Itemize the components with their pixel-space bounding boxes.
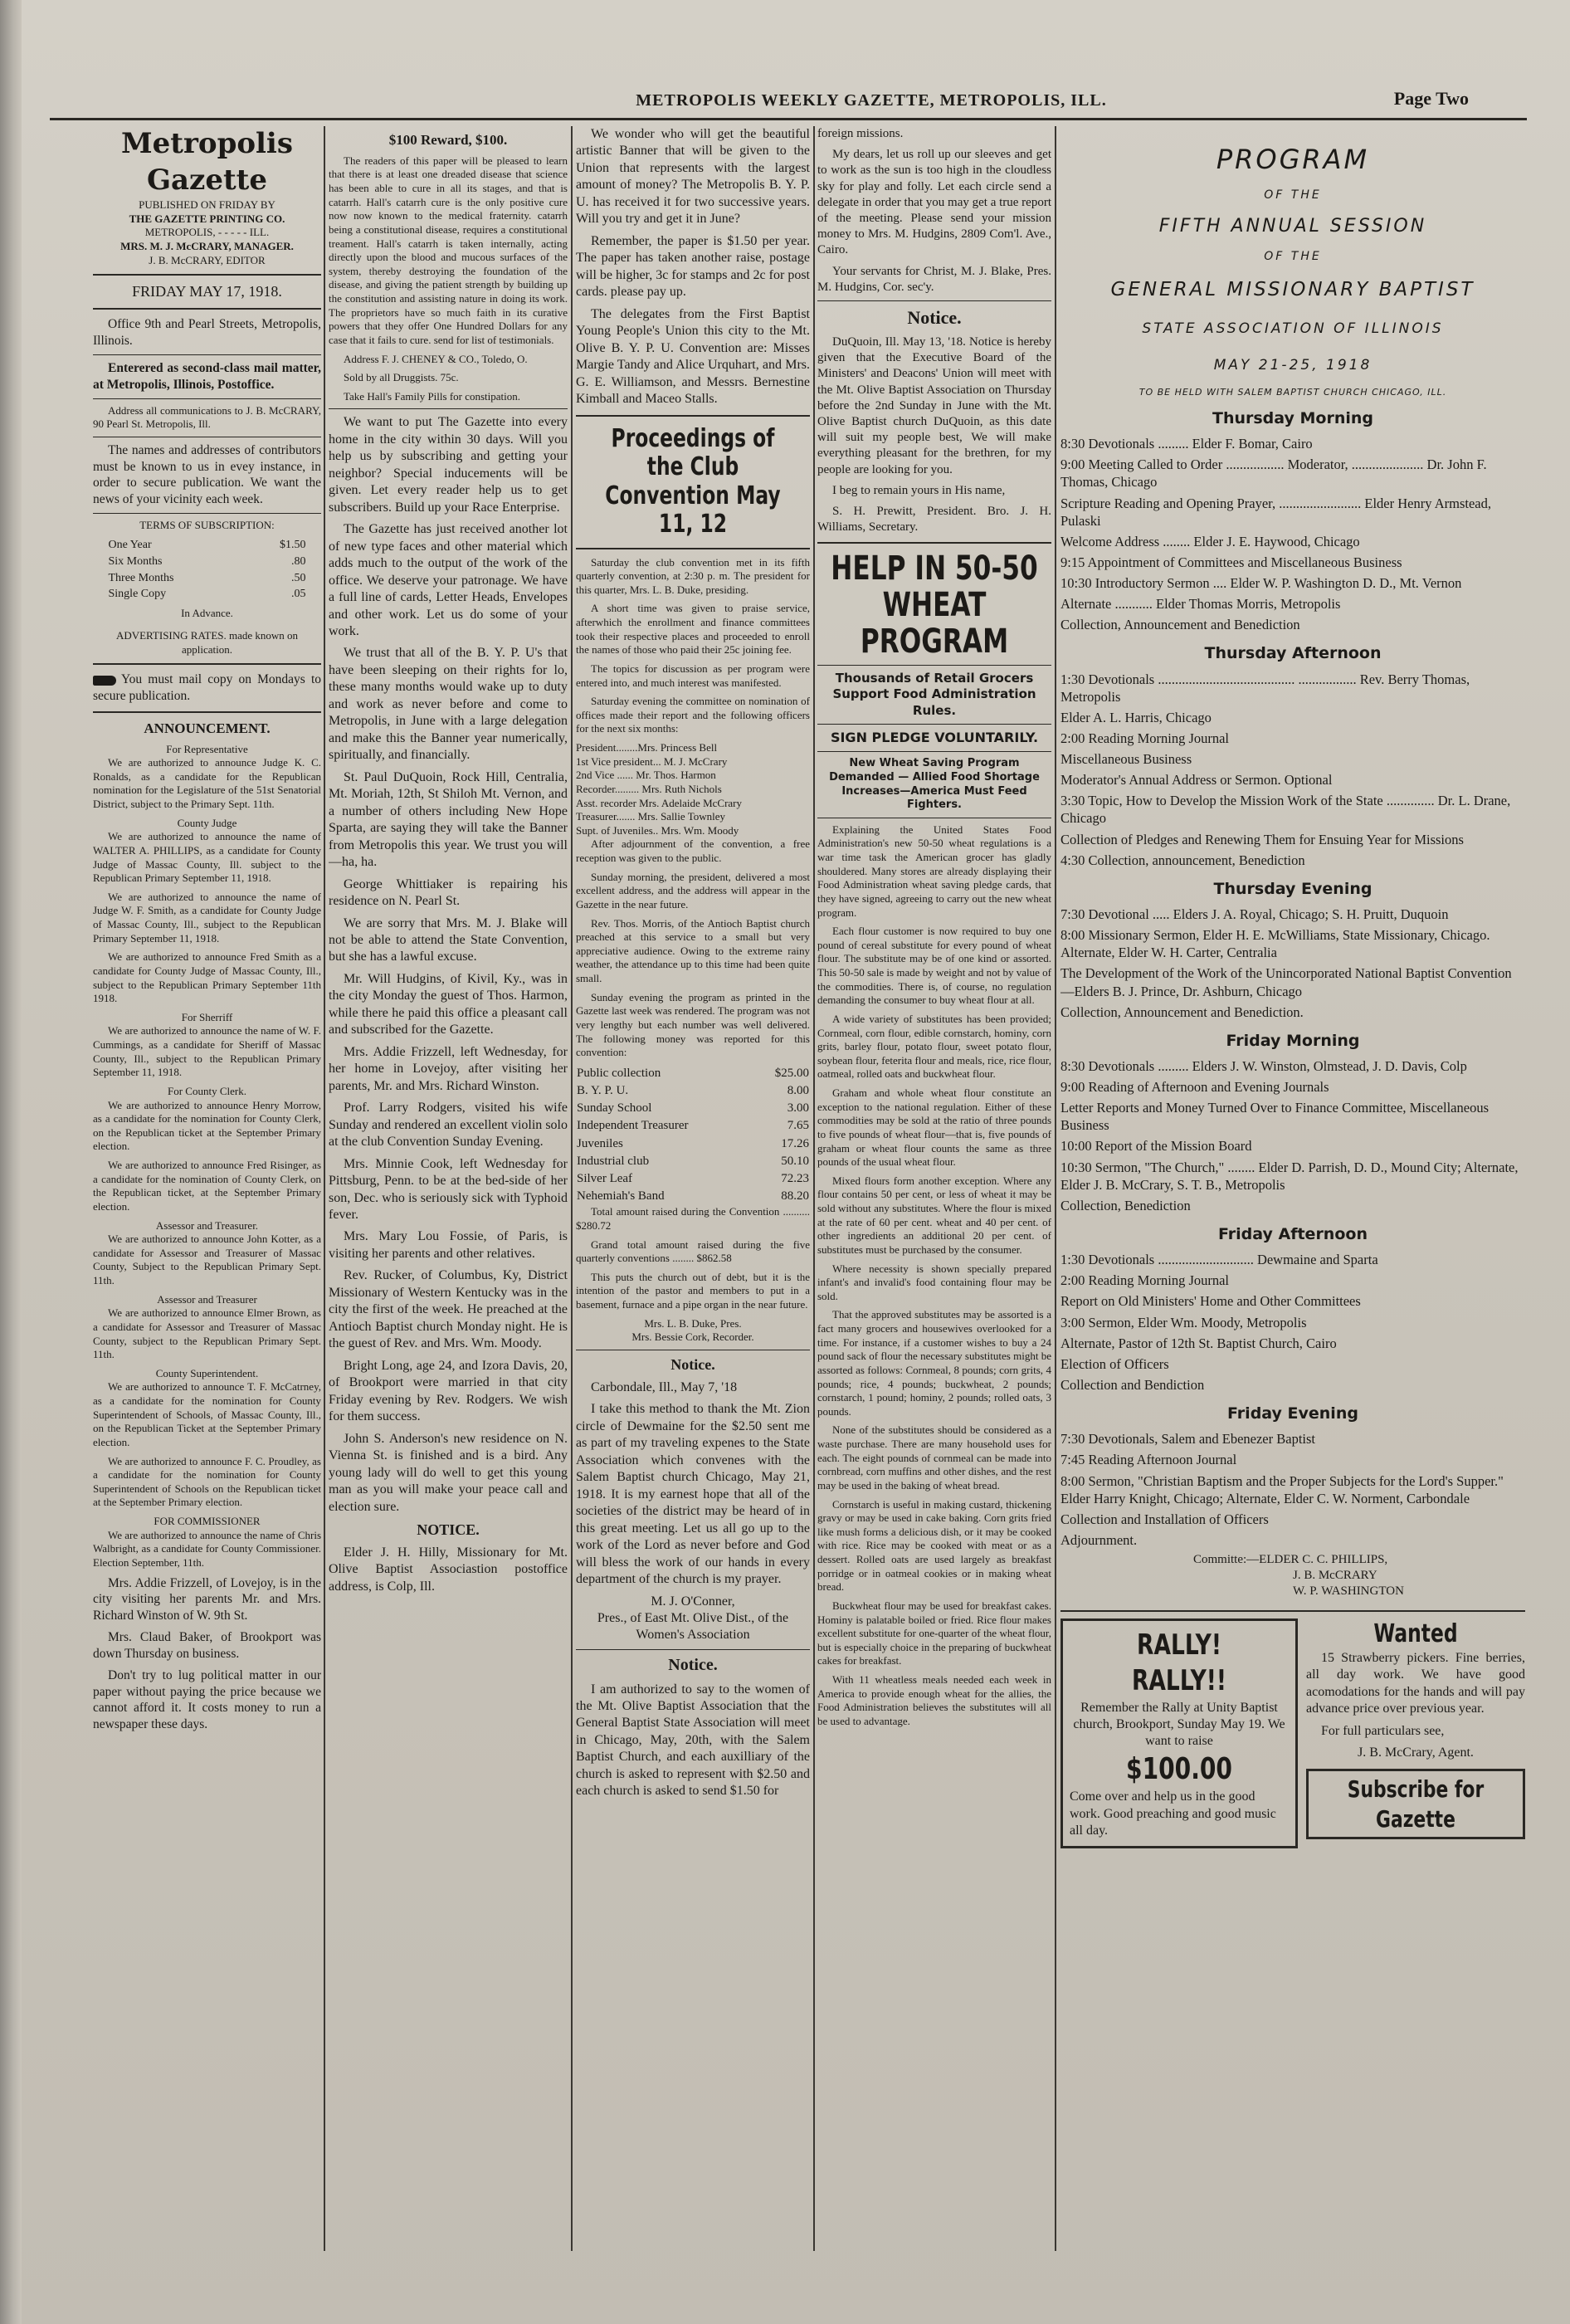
program-section: [1060, 1404, 1525, 1549]
club-paragraph: Saturday evening the committee on nomination of offices made their report and the following officers for the next six months:: [576, 695, 810, 735]
rally-title: RALLY! RALLY!!: [1131, 1628, 1227, 1698]
money-total: Total amount raised during the Convention .......... $280.72: [576, 1205, 810, 1232]
money-row: Nehemiah's Band 88.20: [577, 1189, 809, 1204]
committee-line: J. B. McCRARY: [1293, 1569, 1377, 1583]
program-item: Collection, Announcement and Benediction.: [1060, 1003, 1304, 1020]
section-head: Friday Evening: [1227, 1404, 1358, 1423]
wheat-paragraph: Where necessity is shown specially prepared infant's and invalid's food containing flour may be sold.: [817, 1262, 1051, 1302]
program-section: [1060, 643, 1525, 868]
program-item: Election of Officers: [1060, 1355, 1169, 1372]
news-paragraph: We trust that all of the B. Y. P. U's that have been sleeping on their rights for lo, these many months would wake up to duty and work as never before and come to Metropolis, in June with a large delegation and make this the Banner year numerically, spiritually, and financially.: [329, 646, 568, 763]
notice-title: Notice.: [907, 306, 962, 328]
news-paragraph: St. Paul DuQuoin, Rock Hill, Centralia, Mt. Moriah, 12th, St Shiloh Mt. Vernon, and a number of others including New Hope Sparta, are saying they will take the Banner from Metropolis this year. We trust you will—ha, ha.: [329, 769, 568, 870]
news-paragraph: We want to put The Gazette into every home in the city within 30 days. Will you help us by subscribing and getting your neighbor? Special inducements will be given. Let every reader help us to get subscribers. Build up your Race Enterprise.: [329, 415, 568, 515]
intro-signature: Your servants for Christ, M. J. Blake, Pres. M. Hudgins, Cor. sec'y.: [817, 264, 1051, 294]
notice-dateline: Carbondale, Ill., May 7, '18: [591, 1379, 738, 1394]
club-paragraph: The topics for discussion as per program were entered into, and much interest was manifested.: [576, 662, 810, 689]
address-note: Address all communications to J. B. McCRARY, 90 Pearl St. Metropolis, Ill.: [93, 403, 321, 431]
notice-signature: Pres., of East Mt. Olive Dist., of the Women's Association: [597, 1611, 789, 1643]
program-date: MAY 21-25, 1918: [1213, 357, 1373, 374]
column-rule: [813, 126, 815, 2251]
column-rule: [324, 126, 325, 2251]
program-item: Collection and Bendiction: [1060, 1376, 1205, 1393]
terms-title: TERMS OF SUBSCRIPTION:: [139, 519, 275, 532]
news-paragraph: My dears, let us roll up our sleeves and get to work as the sun is too high in the cloudless sky for play and folly. Let each circle send a delegate in order that you may get a true report of the meeting. Please send your mission money to Mrs. M. Hudgins, 2809 Com'l. Ave., Cairo.: [817, 148, 1051, 257]
notice-text: I take this method to thank the Mt. Zion circle of Dewmaine for the $2.50 sent me as part of my traveling expenes to the State Association which convenes with the Salem Baptist church Chicago, May 21, 1918. It is my earnest hope that all of the societies of the district may be heard of in this great meeting. Let us all go up to the work of the Lord as never before and God will bless the work of our hands in every department of the church is my prayer.: [576, 1402, 810, 1587]
news-paragraph: The delegates from the First Baptist Young People's Union this city to the Mt. Olive B. Y. P. U. Convention are: Misses Margie Tandy and Alice Urquhart, and Mrs. G. E. Williamson, and Messrs. Bernestine Kimball and Maceo Stalls.: [576, 306, 810, 407]
announcement-head: Assessor and Treasurer.: [155, 1218, 259, 1232]
program-item: Moderator's Annual Address or Sermon. Optional: [1060, 772, 1333, 788]
club-signature: Mrs. Bessie Cork, Recorder.: [631, 1330, 754, 1344]
mail-copy-note: You must mail copy on Mondays to secure publication.: [93, 672, 321, 704]
wheat-pledge: SIGN PLEDGE VOLUNTARILY.: [830, 729, 1039, 745]
news-paragraph: Bright Long, age 24, and Izora Davis, 20, of Brookport were married in that city Friday evening by Rev. Rodgers. We wish for them success.: [329, 1358, 568, 1424]
rally-text: Remember the Rally at Unity Baptist church, Brookport, Sunday May 19. We want to raise: [1073, 1700, 1285, 1749]
announcement-text: We are authorized to announce Fred Risinger, as a candidate for the nomination of County Clerk, on the Republican ticket, at the September Primary election.: [93, 1159, 321, 1213]
notice-signature: S. H. Prewitt, President. Bro. J. H. Williams, Secretary.: [817, 504, 1051, 535]
local-item: Mrs. Addie Frizzell, of Lovejoy, is in the city visiting her parents Mr. and Mrs. Richard Winston of W. 9th St.: [93, 1575, 321, 1623]
money-row: Independent Treasurer 7.65: [577, 1119, 809, 1133]
announcement-text: We are authorized to announce the name of WALTER A. PHILLIPS, as a candidate for County Judge of Massac County, Ill. subject to the Republican Primary September 11, 1918.: [93, 830, 321, 885]
program-session: FIFTH ANNUAL SESSION: [1158, 215, 1427, 237]
announcement-head: For Sherriff: [181, 1010, 233, 1023]
program-item: 3:30 Topic, How to Develop the Mission Work of the State .............. Dr. L. Drane, Chicago: [1060, 793, 1511, 827]
news-paragraph: John S. Anderson's new residence on N. Vienna St. is finished and is a bird. Any young lady will do well to get this young man as you will make your peace call and election sure.: [329, 1431, 568, 1514]
column-3: [576, 126, 810, 2251]
wheat-paragraph: None of the substitutes should be considered as a waste purchase. There are many household uses for each. The eight pounds of cornmeal can be made into cornbread, corn muffins and other dishes, and the rest may be used in the baking of wheat bread.: [817, 1423, 1051, 1492]
announcement-text: We are authorized to announce Henry Morrow, as a candidate for the nomination for County Clerk, on the Republican ticket at the September Primary election.: [93, 1098, 321, 1153]
ads-row: [1060, 1618, 1525, 1849]
program-item: 9:15 Appointment of Committees and Miscellaneous Business: [1060, 554, 1402, 570]
program-item: Report on Old Ministers' Home and Other Committees: [1060, 1293, 1361, 1310]
wheat-paragraph: With 11 wheatless meals needed each week in America to provide enough wheat for the allies, the Food Administration believes the substitutes will all be used to advantage.: [817, 1673, 1051, 1727]
club-paragraph: Sunday morning, the president, delivered a most excellent address, and the address will appear in the Gazette in the near future.: [576, 870, 810, 911]
wheat-paragraph: A wide variety of substitutes has been provided; Cornmeal, corn flour, edible cornstarch, hominy, corn grits, barley flour, potato flour, sweet potato flour, soybean flour, feterita flour and meals, rice, rice flour, oatmeal, rolled oats and buckwheat flour.: [817, 1012, 1051, 1081]
program-item: Elder A. L. Harris, Chicago: [1060, 709, 1212, 725]
editor-line: J. B. McCRARY, EDITOR: [149, 253, 266, 266]
terms-note: In Advance.: [181, 607, 233, 620]
program-item: 10:00 Report of the Mission Board: [1060, 1138, 1252, 1155]
wanted-text2: For full particulars see,: [1321, 1723, 1445, 1738]
committee-line: W. P. WASHINGTON: [1293, 1584, 1404, 1599]
reward-address: Address F. J. CHENEY & CO., Toledo, O.: [344, 352, 528, 365]
wheat-deck: New Wheat Saving Program Demanded — Allied Food Shortage Increases—America Must Feed Fighters.: [829, 757, 1040, 812]
money-row: Public collection $25.00: [577, 1066, 809, 1080]
program-section: [1060, 408, 1525, 633]
news-paragraph: Remember, the paper is $1.50 per year. The paper has taken another raise, postage will be higher, 3c for stamps and 2c for post cards. please pay up.: [576, 233, 810, 300]
wanted-signature: J. B. McCrary, Agent.: [1358, 1745, 1474, 1760]
wheat-paragraph: That the approved substitutes may be assorted is a fact many grocers and housewives overlooked for a time. For instance, if a customer wishes to buy a 24 pound sack of flour the necessary substitutes might be assorted as follows: Cornmeal, 8 pounds; corn grits, 4 pounds; rice, 4 pounds; buckwheat, 2 pounds; cornstarch, 1 pound; hominy, 2 pounds; rolled oats, 3 pounds.: [817, 1308, 1051, 1418]
announcement-head: For County Clerk.: [168, 1084, 246, 1097]
program-item: 9:00 Meeting Called to Order ................. Moderator, ..................... Dr. John F. Thomas, Chicago: [1060, 456, 1487, 491]
program-association: GENERAL MISSIONARY BAPTIST: [1110, 278, 1475, 300]
program-of: OF THE: [1264, 188, 1322, 202]
officer-line: Treasurer....... Mrs. Sallie Townley: [576, 810, 725, 823]
money-grand-total: Grand total amount raised during the five quarterly conventions ........ $862.58: [576, 1238, 810, 1265]
contributors-note: The names and addresses of contributors must be known to us in evey instance, in order to secure publication. We want the news of your vicinity each week.: [93, 442, 321, 507]
program-item: The Development of the Work of the Unincorporated National Baptist Convention—Elders B. J. Prince, Dr. Ashburn, Chicago: [1060, 965, 1512, 999]
column-1: [93, 126, 321, 2251]
announcement-text: We are authorized to announce T. F. McCatrney, as a candidate for the nomination for County Superintendent of Schools, of Massac County, Ill., on the Republican Ticket at the September Primary election.: [93, 1380, 321, 1448]
announcement-head: Assessor and Treasurer: [157, 1292, 257, 1306]
program-item: 2:00 Reading Morning Journal: [1060, 730, 1230, 746]
officer-line: Asst. recorder Mrs. Adelaide McCrary: [576, 796, 742, 809]
reward-text: The readers of this paper will be pleased to learn that there is at least one dreaded disease that science has been able to cure in all its stages, and that is catarrh. Hall's catarrh cure is the only positive cure now now known to the medical fraternity. catarrh being a constitutional disease, requires a constitutional treament. Hall's catarrh is taken internally, acting directly upon the blood and mucous surfaces of the system, thereby destroying the foundation of the disease, and giving the patient strength by building up the constitution and assisting nature in doing its work. The proprietors have so much faith in its curative powers that they offer One Hundred Dollars for any case that it fails to cure. send for list of testimonials.: [329, 154, 568, 346]
news-paragraph: The Gazette has just received another lot of new type faces and other material which adds much to the output of the work of the office. We deserve your patronage. We have a full line of cards, Letter Heads, Envelopes and other work. Let us do some of your work.: [329, 522, 568, 638]
announcement-head: FOR COMMISSIONER: [154, 1515, 261, 1528]
club-headline: Proceedings of the Club Convention May 11, 12: [605, 423, 781, 539]
section-head: Friday Afternoon: [1218, 1224, 1368, 1243]
club-paragraph: After adjournment of the convention, a free reception was given to the public.: [576, 837, 810, 864]
club-paragraph: Rev. Thos. Morris, of the Antioch Baptist church preached at this service to a small but very appreciative audience. Owing to the extreme rainy weather, the attendance up to this time had been quite small.: [576, 916, 810, 984]
announcement-head: County Superintendent.: [155, 1366, 259, 1379]
page-masthead: [50, 83, 1527, 120]
rally-ad: [1060, 1618, 1298, 1849]
news-paragraph: Mrs. Minnie Cook, left Wednesday for Pittsburg, Penn. to be at the bed-side of her son, Dec. who is seriously sick with Typhoid fever.: [329, 1156, 568, 1222]
program-item: 4:30 Collection, announcement, Benediction: [1060, 852, 1305, 868]
announcement-text: We are authorized to announce F. C. Proudley, as a candidate for the nomination for County Superintendent of Schools on the Republican ticket at the September Primary election.: [93, 1454, 321, 1509]
wheat-headline: HELP IN 50-50 WHEAT PROGRAM: [831, 549, 1038, 662]
money-table: [576, 1065, 810, 1206]
program-item: Welcome Address ........ Elder J. E. Haywood, Chicago: [1060, 533, 1360, 549]
issue-date: FRIDAY MAY 17, 1918.: [132, 283, 282, 300]
notice-text: DuQuoin, Ill. May 13, '18. Notice is hereby given that the Executive Board of the Ministers' and Deacons' Union will meet with the Mt. Olive Baptist Association on Thursday before the 2nd Sunday in June with the Mt. Olive Baptist church DuQuoin, as this date will suit my people best, We will make everything pleasant for the brethren, for my people are looking for you.: [817, 335, 1051, 476]
entered-notice: Enterered as second-class mail matter, at Metropolis, Illinois, Postoffice.: [93, 360, 321, 392]
program-item: 9:00 Reading of Afternoon and Evening Journals: [1060, 1079, 1329, 1096]
announcement-head: County Judge: [177, 816, 237, 829]
officer-line: Supt. of Juveniles.. Mrs. Wm. Moody: [576, 823, 739, 837]
wheat-paragraph: Buckwheat flour may be used for breakfast cakes. Hominy is palatable boiled or fried. Rice flour makes excellent substitute for one-quarter of the wheat flour, but is especially choice in the preparing of buckwheat cakes for breakfast.: [817, 1599, 1051, 1667]
officer-line: 2nd Vice ...... Mr. Thos. Harmon: [576, 769, 716, 782]
club-paragraph: A short time was given to praise service, afterwhich the enrollment and finance committees took their respective places and proceeded to enroll the names of those who paid their 25c joining fee.: [576, 602, 810, 657]
notice-title: Notice.: [670, 1355, 715, 1373]
reward-sold: Sold by all Druggists. 75c.: [344, 371, 459, 384]
news-paragraph: Rev. Rucker, of Columbus, Ky, District Missionary of Western Kentucky was in the city the first of the week. He preached at the Antioch Baptist church Monday night. He is the guest of Rev. and Mrs. Wm. Moody.: [329, 1268, 568, 1351]
announcement-head: For Representative: [166, 742, 248, 755]
program-section: [1060, 879, 1525, 1021]
club-paragraph: Sunday evening the program as printed in the Gazette last week was rendered. The program was not very lengthy but each number was well delivered. The following money was reported for this convention:: [576, 990, 810, 1059]
wheat-paragraph: Explaining the United States Food Administration's new 50-50 wheat regulations is a war time task the American grocer has gladly shouldered. Many stores are already displaying their Food Administration wheat saving pledge cards, that they have signed, agreeing to carry out the new wheat program.: [817, 823, 1051, 919]
section-head: Thursday Afternoon: [1204, 644, 1382, 663]
terms-table: [107, 536, 308, 604]
money-row: Sunday School 3.00: [577, 1101, 809, 1116]
program-item: Alternate ........... Elder Thomas Morris, Metropolis: [1060, 596, 1341, 613]
program-item: 7:45 Reading Afternoon Journal: [1060, 1452, 1237, 1468]
wanted-text: 15 Strawberry pickers. Fine berries, all day work. We have good acomodations for the hands and will pay advance price over previous year.: [1306, 1650, 1525, 1716]
program-item: 7:30 Devotional ..... Elders J. A. Royal, Chicago; S. H. Pruitt, Duquoin: [1060, 906, 1449, 923]
notice-text: Elder J. H. Hilly, Missionary for Mt. Olive Baptist Associastion postoffice address, is Colp, Ill.: [329, 1545, 568, 1594]
announcement-title: ANNOUNCEMENT.: [144, 720, 271, 736]
company-line: THE GAZETTE PRINTING CO.: [129, 212, 285, 225]
location-line: METROPOLIS, - - - - - ILL.: [144, 226, 270, 239]
pointing-hand-icon: [93, 676, 116, 686]
program-item: 10:30 Sermon, "The Church," ........ Elder D. Parrish, D. D., Mound City; Alternate, Elder J. B. McCrary, S. T. B., Metropolis: [1060, 1159, 1519, 1193]
news-paragraph: Mr. Will Hudgins, of Kivil, Ky., was in the city Monday the guest of Thos. Harmon, while there he paid this office a pleasant call and subscribed for the Gazette.: [329, 971, 568, 1038]
program-item: Collection of Pledges and Renewing Them for Ensuing Year for Missions: [1060, 831, 1464, 847]
notice-title: Notice.: [668, 1655, 718, 1674]
terms-row: Six Months .80: [108, 554, 306, 568]
announcement-list: [93, 743, 321, 1570]
program-state: STATE ASSOCIATION OF ILLINOIS: [1142, 320, 1444, 338]
news-paragraph: George Whittiaker is repairing his residence on N. Pearl St.: [329, 876, 568, 909]
news-paragraph: Prof. Larry Rodgers, visited his wife Sunday and rendered an excellent violin solo at the club Convention Sunday Evening.: [329, 1101, 568, 1150]
committee-block: [1193, 1552, 1525, 1600]
program-item: 7:30 Devotionals, Salem and Ebenezer Baptist: [1060, 1431, 1316, 1448]
announcement-text: We are authorized to announce the name of W. F. Cummings, as a candidate for Sheriff of Massac County, Ill., subject to the Republican Primary September 11, 1918.: [93, 1024, 321, 1079]
wheat-paragraph: Cornstarch is useful in making custard, thickening gravy or may be used in cake baking. Corn grits fried like mush forms a delicious dish, or it may be cooked with rice. Rice may be cooked with meat or as a dessert. Rolled oats are used largely as breakfast porridge or in oatmeal cookies or in making wheat bread.: [817, 1497, 1051, 1594]
program-item: 2:00 Reading Morning Journal: [1060, 1272, 1230, 1289]
committee-line: Committe:—ELDER C. C. PHILLIPS,: [1193, 1552, 1388, 1566]
announcement-text: We are authorized to announce Elmer Brown, as a candidate for Assessor and Treasurer of Massac County, subject to the Republican Primary Sept. 11th.: [93, 1306, 321, 1361]
club-paragraph: Saturday the club convention met in its fifth quarterly convention, at 2:30 p. m. The president for this quarter, Mrs. L. B. Duke, presiding.: [576, 555, 810, 596]
program-item: Scripture Reading and Opening Prayer, ........................ Elder Henry Armstead, Pulaski: [1060, 495, 1491, 529]
paper-name: Metropolis Gazette: [121, 127, 293, 197]
program-item: 10:30 Introductory Sermon .... Elder W. P. Washington D. D., Mt. Vernon: [1060, 575, 1462, 592]
subscribe-text: Subscribe for Gazette: [1347, 1775, 1485, 1833]
reward-title: $100 Reward, $100.: [388, 132, 508, 148]
terms-row: One Year $1.50: [108, 538, 306, 551]
program-item: 8:00 Missionary Sermon, Elder H. E. McWilliams, State Missionary, Chicago. Alternate, Elder W. H. Carter, Centralia: [1060, 927, 1490, 961]
program-item: 3:00 Sermon, Elder Wm. Moody, Metropolis: [1060, 1314, 1307, 1330]
local-item: Mrs. Claud Baker, of Brookport was down Thursday on business.: [93, 1630, 321, 1661]
program-item: Letter Reports and Money Turned Over to Finance Committee, Miscellaneous Business: [1060, 1100, 1489, 1134]
notice-signature: M. J. O'Conner,: [651, 1594, 735, 1609]
column-4: [817, 126, 1051, 2251]
notice-text: I am authorized to say to the women of the Mt. Olive Baptist Association that the General Baptist State Association will meet in Chicago, May, 20th, with the Salem Baptist Church, and each auxilliary of the church is asked to represent with $2.50 and each church is asked to send $1.50 for: [576, 1682, 810, 1799]
program-section: [1060, 1031, 1525, 1214]
news-paragraph: foreign missions.: [817, 127, 904, 140]
program-title: PROGRAM: [1216, 144, 1370, 175]
column-rule: [1055, 126, 1056, 2251]
terms-row: Three Months .50: [108, 571, 306, 584]
news-paragraph: We are sorry that Mrs. M. J. Blake will not be able to attend the State Convention, but she has a lawful excuse.: [329, 915, 568, 964]
office-address: Office 9th and Pearl Streets, Metropolis, Illinois.: [93, 317, 321, 349]
program-item: Collection and Installation of Officers: [1060, 1511, 1269, 1527]
notice-text: I beg to remain yours in His name,: [832, 483, 1006, 497]
program-item: 8:30 Devotionals ......... Elders J. W. Winston, Olmstead, J. D. Davis, Colp: [1060, 1058, 1467, 1075]
section-head: Thursday Morning: [1212, 408, 1374, 427]
program-of: OF THE: [1264, 250, 1322, 264]
subscribe-box: [1306, 1769, 1525, 1840]
notice-title: NOTICE.: [417, 1521, 480, 1538]
wheat-paragraph: Each flour customer is now required to buy one pound of cereal substitute for every pound of wheat flour. The substitute may be of one kind or assorted. This 50-50 sale is made by weight and not by value of the commodities. There is, of course, no regulation demanding the consumer to buy wheat flour at all.: [817, 925, 1051, 1007]
rally-amount: $100.00: [1126, 1751, 1232, 1786]
money-row: Silver Leaf 72.23: [577, 1171, 809, 1185]
announcement-text: We are authorized to announce Fred Smith as a candidate for County Judge of Massac County, Ill., subject to the Republican Primary September 11th 1918.: [93, 950, 321, 1005]
program-item: Miscellaneous Business: [1060, 751, 1192, 768]
officers-list: [576, 741, 810, 837]
page-number: Page Two: [1393, 88, 1469, 109]
club-signature: Mrs. L. B. Duke, Pres.: [644, 1316, 742, 1330]
announcement-text: We are authorized to announce the name of Chris Walbright, as a candidate for County Commissioner. Election September, 11th.: [93, 1528, 321, 1569]
program-item: 8:30 Devotionals ......... Elder F. Bomar, Cairo: [1060, 436, 1313, 452]
column-rule: [571, 126, 573, 2251]
program-item: 1:30 Devotionals ........................................ ................. Rev. Berry Thomas, Metropolis: [1060, 671, 1470, 705]
news-paragraph: We wonder who will get the beautiful artistic Banner that will be given to the Union that represents with the largest amount of money? The Metropolis B. Y. P. U. has received it for two successive years. Will you try and get it in June?: [576, 127, 810, 227]
program-held: TO BE HELD WITH SALEM BAPTIST CHURCH CHICAGO, ILL.: [1138, 386, 1447, 398]
wanted-ad: [1306, 1618, 1525, 1849]
announcement-text: We are authorized to announce John Kotter, as a candidate for Assessor and Treasurer of Massac County, Subject to the Republican Primary Sept. 11th.: [93, 1233, 321, 1287]
news-paragraph: Mrs. Addie Frizzell, left Wednesday, for her home in Lovejoy, after visiting her parents, Mr. and Mrs. Richard Winston.: [329, 1044, 568, 1093]
officer-line: Recorder......... Mrs. Ruth Nichols: [576, 782, 722, 795]
rally-text2: Come over and help us in the good work. Good preaching and good music all day.: [1070, 1789, 1276, 1838]
program-section: [1060, 1224, 1525, 1394]
money-row: B. Y. P. U. 8.00: [577, 1083, 809, 1097]
local-item: Don't try to lug political matter in our paper without paying the price because we cannot afford it. It costs money to run a newspaper these days.: [93, 1667, 321, 1732]
column-5: [1060, 126, 1525, 2251]
club-close: This puts the church out of debt, but it is the intention of the pastor and members to put in a basement, furnace and a pipe organ in the near future.: [576, 1270, 810, 1311]
program-item: 8:00 Sermon, "Christian Baptism and the Proper Subjects for the Lord's Supper." Elder Harry Knight, Chicago; Alternate, Elder C. W. Norment, Carbondale: [1060, 1472, 1504, 1506]
wheat-paragraph: Mixed flours form another exception. Where any flour contains 50 per cent, or less of wheat it may be sold without any substitutes. Where the flour is mixed at the rate of 60 per cent. wheat and 40 per cent. of other ingredients an additional 20 per cent. of substitutes must be purchased by the consumer.: [817, 1174, 1051, 1256]
column-2: [329, 126, 568, 2251]
officer-line: 1st Vice president... M. J. McCrary: [576, 754, 728, 768]
advertising-rates: ADVERTISING RATES. made known on application.: [115, 628, 299, 656]
masthead-title: METROPOLIS WEEKLY GAZETTE, METROPOLIS, ILL.: [636, 91, 1107, 110]
manager-line: MRS. M. J. McCRARY, MANAGER.: [120, 239, 294, 252]
reward-pills: Take Hall's Family Pills for constipation.: [344, 389, 521, 403]
terms-row: Single Copy .05: [108, 588, 306, 601]
wheat-paragraph: Graham and whole wheat flour constitute an exception to the national regulation. Either of these commodities may be sold at the ratio of three pounds to five pounds of wheat flour—that is, five pounds of graham or wheat flour counts the same as three pounds of the usual wheat flour.: [817, 1086, 1051, 1169]
officer-line: President........Mrs. Princess Bell: [576, 741, 718, 754]
section-head: Friday Morning: [1226, 1031, 1360, 1050]
money-row: Industrial club 50.10: [577, 1154, 809, 1168]
program-item: Collection, Announcement and Benediction: [1060, 617, 1300, 633]
published-line: PUBLISHED ON FRIDAY BY: [139, 198, 275, 212]
program-item: Alternate, Pastor of 12th St. Baptist Church, Cairo: [1060, 1335, 1337, 1351]
section-head: Thursday Evening: [1213, 879, 1373, 898]
announcement-text: We are authorized to announce the name of Judge W. F. Smith, as a candidate for County Judge of Massac County, Ill., subject to the Republican Primary September 11, 1918.: [93, 890, 321, 945]
wanted-title: Wanted: [1373, 1618, 1458, 1648]
announcement-text: We are authorized to announce Judge K. C. Ronalds, as a candidate for the Republican nomination for the Legislature of the 51st Senatorial District, subject to the Primary Sept. 11th.: [93, 756, 321, 811]
money-row: Juveniles 17.26: [577, 1136, 809, 1150]
news-paragraph: Mrs. Mary Lou Fossie, of Paris, is visiting her parents and other relatives.: [329, 1229, 568, 1261]
wheat-subhead: Thousands of Retail Grocers Support Food Administration Rules.: [832, 671, 1036, 718]
program-item: Collection, Benediction: [1060, 1197, 1191, 1213]
page-edge: [0, 0, 22, 2324]
program-item: Adjournment.: [1060, 1531, 1138, 1548]
program-item: 1:30 Devotionals ............................ Dewmaine and Sparta: [1060, 1252, 1378, 1268]
